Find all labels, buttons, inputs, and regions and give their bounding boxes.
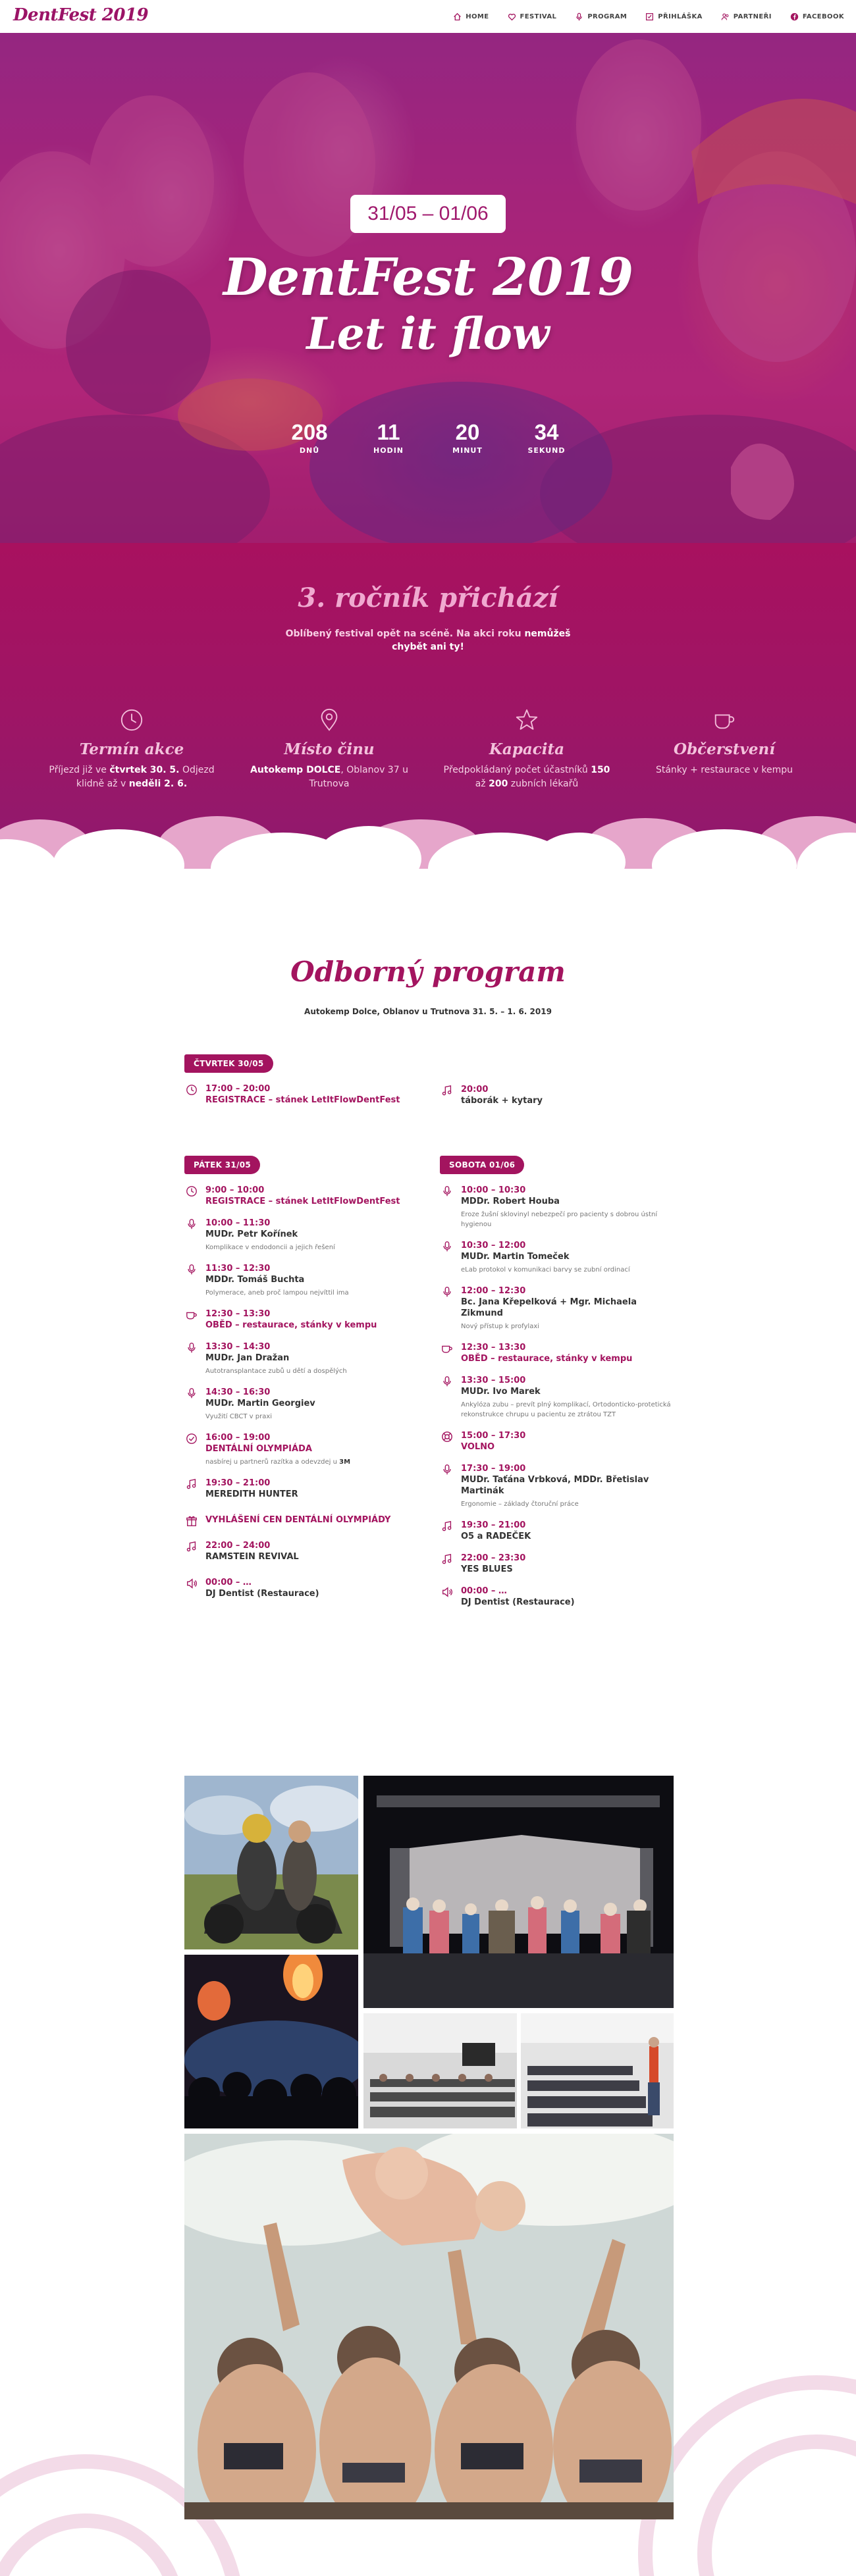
event-title: MUDr. Jan Dražan [205,1353,290,1363]
motorbike-photo [184,1776,358,1949]
event-title: MEREDITH HUNTER [205,1489,298,1499]
microphone-icon [186,1218,198,1230]
event-description-text: nasbírej u partnerů razítka a odevzdej u [205,1458,340,1466]
countdown-value: 34 [534,420,559,444]
event-time: 22:00 – 24:00 [205,1541,271,1551]
lecture-tent-photo [363,2013,517,2128]
event-description: Komplikace v endodoncii a jejich řešení [205,1244,335,1251]
speaker-icon [186,1578,198,1589]
event-time: 19:30 – 21:00 [205,1478,271,1488]
event-title: O5 a RADEČEK [461,1532,531,1541]
microphone-icon [186,1264,198,1275]
countdown-label: SEKUND [527,446,566,455]
event-time: 12:30 – 13:30 [205,1309,271,1319]
main-menu [453,0,844,33]
program-event [184,1432,428,1467]
program-event [440,1185,677,1229]
saturday-column [440,1156,677,1618]
event-title: MDDr. Robert Houba [461,1197,560,1206]
top-navigation [0,0,856,33]
nav-item-facebook[interactable] [790,13,844,21]
day-badge-saturday: SOBOTA 01/06 [440,1156,524,1174]
microphone-icon [441,1376,453,1387]
lecture-speaker-photo [521,2013,674,2128]
feature-text-bold: 150 [591,765,610,775]
event-time: 15:00 – 17:30 [461,1431,526,1441]
event-description: Nový přístup k profylaxi [461,1323,540,1330]
countdown-value: 11 [377,420,400,444]
gallery-photo-stage-crowd[interactable] [363,1776,674,2008]
day-badge-thursday: ČTVRTEK 30/05 [184,1054,273,1073]
event-time: 12:30 – 13:30 [461,1343,526,1352]
program-event [440,1375,677,1420]
stage-crowd-photo [363,1776,674,2008]
gallery-photo-concert-fire[interactable] [184,1955,358,2128]
event-time: 12:00 – 12:30 [461,1286,526,1296]
program-event [440,1553,677,1575]
feature-text-bold: Autokemp DOLCE [250,765,341,775]
event-title: MUDr. Taťána Vrbková, MDDr. Břetislav Martinák [461,1475,649,1496]
program-event [440,1285,677,1331]
event-title: RAMSTEIN REVIVAL [205,1552,299,1562]
event-description: Polymerace, aneb proč lampou nejvíttil ima [205,1289,349,1297]
coffee-cup-icon [441,1343,453,1354]
friday-events [184,1185,428,1599]
hero-subtitle: Let it flow [306,308,550,359]
program-event [184,1341,428,1376]
event-dates-badge: 31/05 – 01/06 [350,195,506,233]
event-title: VYHLÁŠENÍ CEN DENTÁLNÍ OLYMPIÁDY [205,1515,391,1525]
program-subtitle: Autokemp Dolce, Oblanov u Trutnova 31. 5. – 1. 6. 2019 [304,1007,552,1016]
feature-text-part: Předpokládaný počet účastníků [443,765,591,775]
event-title: YES BLUES [461,1564,513,1574]
location-pin-icon [317,708,342,733]
home-icon [453,13,462,21]
nav-item-label: PŘIHLÁŠKA [658,13,703,20]
event-time: 00:00 – … [461,1586,507,1596]
gallery-photo-lecture-tent[interactable] [363,2013,517,2128]
features [33,708,823,791]
countdown-minutes [446,420,489,455]
microphone-icon [441,1464,453,1476]
countdown-days [288,420,331,455]
countdown-hours [367,420,410,455]
event-title: MUDr. Ivo Marek [461,1387,541,1397]
event-title: VOLNO [461,1442,495,1452]
music-note-icon [441,1520,453,1532]
music-note-icon [441,1553,453,1565]
event-title: OBĚD – restaurace, stánky v kempu [461,1354,633,1364]
thursday-evening-column [440,1084,683,1117]
feature-text-part: Stánky + restaurace v kempu [655,765,793,775]
event-title: MDDr. Tomáš Buchta [205,1275,305,1285]
about-section [0,543,856,879]
concert-fire-photo [184,1955,358,2128]
event-time: 00:00 – … [205,1578,252,1587]
event-time: 17:30 – 19:00 [461,1464,526,1474]
countdown-value: 20 [455,420,480,444]
facebook-icon [790,13,799,21]
nav-item-label: PARTNEŘI [733,13,772,20]
program-event [440,1463,677,1509]
feature-text-part: zubních lékařů [508,779,579,789]
program-event [184,1263,428,1298]
microphone-icon [441,1286,453,1298]
gallery-photo-motorbike[interactable] [184,1776,358,1949]
event-title: MUDr. Martin Tomeček [461,1252,570,1262]
event-title: REGISTRACE – stánek LetItFlowDentFest [205,1095,400,1105]
checkbox-icon [645,13,654,21]
nav-item-festival[interactable] [508,13,557,21]
feature-text [33,763,230,791]
about-text-regular: Oblíbený festival opět na scéně. Na akci roku [285,629,525,639]
clock-icon [186,1185,198,1197]
feature-text-part: Příjezd již ve [49,765,110,775]
event-title: MUDr. Martin Georgiev [205,1399,315,1408]
countdown-label: HODIN [373,446,404,455]
microphone-icon [441,1241,453,1252]
microphone-icon [575,13,583,21]
nav-item-registration[interactable] [645,13,703,21]
program-title: Odborný program [290,956,566,988]
event-description [205,1457,428,1467]
cloud-divider [0,810,856,882]
feature-text-bold: čtvrtek 30. 5. [109,765,180,775]
program-event [440,1342,677,1364]
event-description-bold: 3M [339,1458,351,1466]
nav-item-home[interactable] [453,13,489,21]
event-title: DJ Dentist (Restaurace) [461,1597,575,1607]
program-event [184,1083,428,1106]
program-event [184,1185,428,1207]
nav-item-label: FESTIVAL [520,13,557,20]
party-crowd-photo [184,2134,674,2519]
nav-item-label: HOME [466,13,489,20]
program-event [440,1520,677,1542]
thursday-events [184,1083,428,1106]
feature-title: Občerstvení [674,740,775,758]
event-title: táborák + kytary [461,1096,543,1106]
countdown-label: MINUT [452,446,483,455]
nav-item-label: FACEBOOK [802,13,844,20]
event-description: Eroze žušní sklovinyl nebezpečí pro pacienty s dobrou ústní hygienou [461,1211,658,1228]
feature-title: Kapacita [489,740,565,758]
clock-icon [119,708,144,733]
program-event [184,1577,428,1599]
friday-column [184,1156,428,1610]
about-title: 3. ročník přichází [298,582,558,613]
microphone-icon [441,1185,453,1197]
feature-text-part: Odjezd klidně až v [76,765,215,789]
feature-date [33,708,230,791]
countdown-value: 208 [291,420,328,444]
program-event [440,1430,677,1453]
event-title: REGISTRACE – stánek LetItFlowDentFest [205,1197,400,1206]
event-description: Využití CBCT v praxi [205,1413,273,1420]
event-title: Bc. Jana Křepelková + Mgr. Michaela Zikmund [461,1297,637,1318]
about-text [283,627,573,654]
heart-icon [508,13,516,21]
gallery-photo-lecture-speaker[interactable] [521,2013,674,2128]
countdown-label: DNŮ [299,446,320,455]
day-badge-friday: PÁTEK 31/05 [184,1156,260,1174]
feature-title: Místo činu [284,740,375,758]
program-event [184,1218,428,1252]
program-event [440,1585,677,1608]
event-description: Ergonomie – základy čtoruční práce [461,1501,579,1508]
music-note-icon [186,1541,198,1553]
feature-capacity [428,708,626,791]
saturday-events [440,1185,677,1608]
music-note-icon [441,1085,453,1096]
event-title: DENTÁLNÍ OLYMPIÁDA [205,1444,312,1454]
event-time: 17:00 – 20:00 [205,1084,271,1094]
coffee-cup-icon [712,708,737,733]
event-time: 10:30 – 12:00 [461,1241,526,1250]
event-time: 16:00 – 19:00 [205,1433,271,1443]
event-time: 10:00 – 10:30 [461,1185,526,1195]
program-event [184,1478,428,1500]
lifebuoy-icon [441,1431,453,1443]
event-title: OBĚD – restaurace, stánky v kempu [205,1320,377,1330]
feature-text-bold: neděli 2. 6. [128,779,188,789]
event-title: MUDr. Petr Kořínek [205,1229,298,1239]
event-time: 14:30 – 16:30 [205,1387,271,1397]
nav-item-program[interactable] [575,13,627,21]
photo-gallery [184,1776,674,2519]
event-time: 10:00 – 11:30 [205,1218,271,1228]
event-time: 9:00 – 10:00 [205,1185,265,1195]
program-event [440,1084,683,1106]
star-icon [514,708,539,733]
feature-location [230,708,428,791]
feature-text [626,763,823,777]
feature-text-part: , Oblanov 37 u Trutnova [309,765,408,789]
users-icon [721,13,730,21]
thursday-column [184,1054,428,1116]
program-event [184,1387,428,1422]
countdown-seconds [525,420,568,455]
feature-text-part: až [475,779,489,789]
feature-text-bold: 200 [489,779,508,789]
nav-item-label: PROGRAM [587,13,628,20]
gallery-photo-party-crowd[interactable] [184,2134,674,2519]
hero-section [0,33,856,543]
event-time: 13:30 – 14:30 [205,1342,271,1352]
speaker-icon [441,1586,453,1598]
about-text-bold: nemůžeš chybět ani ty! [392,629,571,652]
event-description: Autotransplantace zubů u dětí a dospělých [205,1368,347,1375]
check-circle-icon [186,1433,198,1445]
program-event [184,1540,428,1562]
site-logo[interactable]: DentFest 2019 [13,5,149,25]
feature-title: Termín akce [79,740,184,758]
event-time: 22:00 – 23:30 [461,1553,526,1563]
program-event [184,1308,428,1331]
event-time: 13:30 – 15:00 [461,1376,526,1385]
nav-item-partners[interactable] [721,13,772,21]
countdown [0,420,856,455]
microphone-icon [186,1387,198,1399]
event-description: Ankylóza zubu – prevít plný komplikací, Ortodonticko-protetická rekonstrukce chrupu u pacientu ze ztrátou TZT [461,1401,671,1418]
feature-refreshments [626,708,823,791]
gift-icon [186,1515,198,1527]
feature-text [428,763,626,791]
coffee-cup-icon [186,1309,198,1321]
feature-text [230,763,428,791]
event-title: DJ Dentist (Restaurace) [205,1589,319,1599]
event-time: 20:00 [461,1085,489,1095]
hero-title: DentFest 2019 [223,247,633,307]
event-time: 11:30 – 12:30 [205,1264,271,1274]
program-event [184,1514,428,1526]
clock-icon [186,1084,198,1096]
event-description: eLab protokol v komunikaci barvy se zubní ordinací [461,1266,630,1274]
program-event [440,1240,677,1275]
microphone-icon [186,1342,198,1354]
event-time: 19:30 – 21:00 [461,1520,526,1530]
music-note-icon [186,1478,198,1490]
